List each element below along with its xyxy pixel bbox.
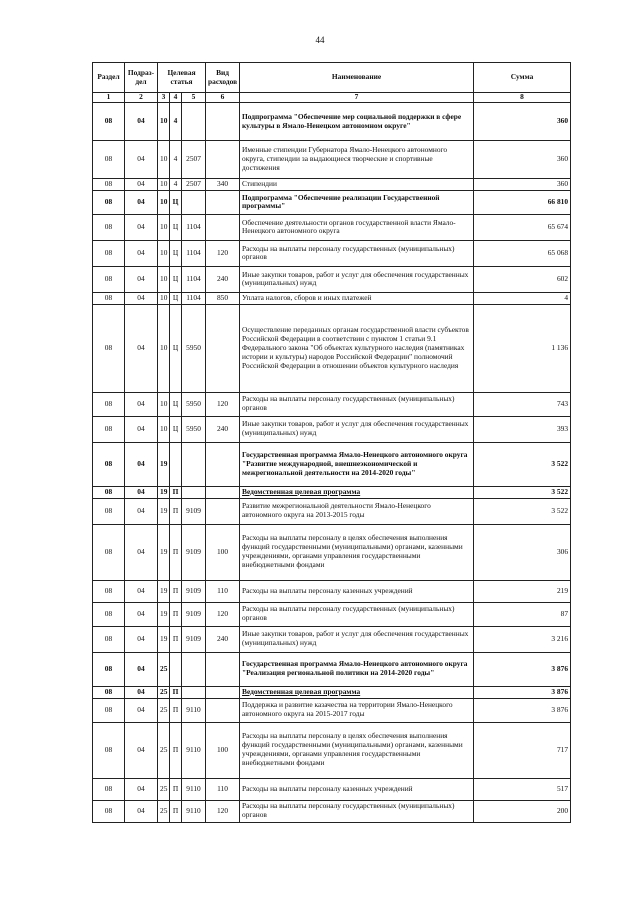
cell-tselevaya-part3: 9110 — [182, 698, 206, 722]
cell-naimenovanie: Расходы на выплаты персоналу в целях обеспечения выполнения функций государственными (муниципальными) органами, казенными учреждениями, органами управления государственными внебюджетными фондами — [240, 722, 474, 778]
cell-podrazdel: 04 — [125, 524, 158, 580]
cell-podrazdel: 04 — [125, 304, 158, 392]
column-number: 2 — [125, 93, 158, 103]
cell-tselevaya-part2 — [170, 652, 182, 686]
cell-vid-rashodov: 120 — [206, 602, 240, 626]
cell-summa: 3 522 — [474, 498, 571, 524]
cell-tselevaya-part2: 4 — [170, 103, 182, 141]
header-vid-rashodov: Вид расходов — [206, 63, 240, 93]
cell-naimenovanie: Государственная программа Ямало-Ненецкого автономного округа "Развитие международной, внешнеэкономической и межрегиональной деятельности на 2014-2020 годы" — [240, 442, 474, 486]
cell-razdel: 08 — [93, 392, 125, 416]
cell-tselevaya-part1: 19 — [158, 442, 170, 486]
cell-summa: 219 — [474, 580, 571, 602]
cell-razdel: 08 — [93, 214, 125, 240]
cell-razdel: 08 — [93, 179, 125, 191]
cell-naimenovanie: Иные закупки товаров, работ и услуг для обеспечения государственных (муниципальных) нужд — [240, 416, 474, 442]
cell-podrazdel: 04 — [125, 103, 158, 141]
cell-tselevaya-part1: 10 — [158, 240, 170, 266]
cell-razdel: 08 — [93, 698, 125, 722]
cell-naimenovanie: Уплата налогов, сборов и иных платежей — [240, 292, 474, 304]
cell-tselevaya-part1: 25 — [158, 686, 170, 698]
cell-tselevaya-part3: 9109 — [182, 498, 206, 524]
cell-vid-rashodov — [206, 141, 240, 179]
header-podrazdel: Подраз-дел — [125, 63, 158, 93]
cell-summa: 393 — [474, 416, 571, 442]
cell-tselevaya-part2: П — [170, 580, 182, 602]
cell-podrazdel: 04 — [125, 292, 158, 304]
cell-tselevaya-part3: 9110 — [182, 800, 206, 822]
cell-podrazdel: 04 — [125, 190, 158, 214]
header-row — [93, 63, 571, 93]
cell-naimenovanie: Расходы на выплаты персоналу казенных учреждений — [240, 580, 474, 602]
cell-podrazdel: 04 — [125, 580, 158, 602]
cell-vid-rashodov: 100 — [206, 722, 240, 778]
table-row — [93, 626, 571, 652]
cell-naimenovanie: Именные стипендии Губернатора Ямало-Ненецкого автономного округа, стипендии за выдающиеся творческие и спортивные достижения — [240, 141, 474, 179]
table-row — [93, 190, 571, 214]
cell-summa: 66 810 — [474, 190, 571, 214]
cell-vid-rashodov: 240 — [206, 416, 240, 442]
cell-vid-rashodov — [206, 498, 240, 524]
cell-tselevaya-part2: П — [170, 800, 182, 822]
column-number: 4 — [170, 93, 182, 103]
cell-naimenovanie: Осуществление переданных органам государственной власти субъектов Российской Федерации в соответствии с пунктом 1 статьи 9.1 Федерального закона "Об объектах культурного наследия (памятниках истории и культуры) народов Российской Федерации" полномочий Российской Федерации в отношении объектов культурного наследия — [240, 304, 474, 392]
cell-summa: 602 — [474, 266, 571, 292]
table-row — [93, 416, 571, 442]
header-razdel: Раздел — [93, 63, 125, 93]
cell-tselevaya-part3 — [182, 486, 206, 498]
cell-tselevaya-part1: 25 — [158, 722, 170, 778]
cell-tselevaya-part2: 4 — [170, 141, 182, 179]
cell-tselevaya-part3: 9110 — [182, 778, 206, 800]
cell-tselevaya-part2: П — [170, 486, 182, 498]
cell-tselevaya-part2: Ц — [170, 416, 182, 442]
cell-tselevaya-part1: 10 — [158, 141, 170, 179]
cell-tselevaya-part1: 10 — [158, 392, 170, 416]
cell-summa: 65 674 — [474, 214, 571, 240]
cell-naimenovanie: Подпрограмма "Обеспечение реализации Государственной программы" — [240, 190, 474, 214]
column-number: 5 — [182, 93, 206, 103]
cell-tselevaya-part2 — [170, 442, 182, 486]
cell-tselevaya-part3: 2507 — [182, 141, 206, 179]
cell-summa: 3 522 — [474, 486, 571, 498]
cell-naimenovanie: Расходы на выплаты персоналу государственных (муниципальных) органов — [240, 800, 474, 822]
cell-tselevaya-part1: 10 — [158, 304, 170, 392]
table-row — [93, 722, 571, 778]
cell-tselevaya-part2: Ц — [170, 304, 182, 392]
cell-podrazdel: 04 — [125, 778, 158, 800]
cell-razdel: 08 — [93, 524, 125, 580]
cell-tselevaya-part3: 5950 — [182, 304, 206, 392]
cell-summa: 360 — [474, 103, 571, 141]
cell-tselevaya-part1: 19 — [158, 580, 170, 602]
header-summa: Сумма — [474, 63, 571, 93]
cell-tselevaya-part2: П — [170, 524, 182, 580]
cell-naimenovanie: Ведомственная целевая программа — [240, 486, 474, 498]
column-number-row — [93, 93, 571, 103]
cell-vid-rashodov: 100 — [206, 524, 240, 580]
cell-tselevaya-part1: 25 — [158, 800, 170, 822]
cell-podrazdel: 04 — [125, 698, 158, 722]
cell-razdel: 08 — [93, 686, 125, 698]
cell-tselevaya-part1: 10 — [158, 416, 170, 442]
cell-vid-rashodov — [206, 214, 240, 240]
table-row — [93, 392, 571, 416]
cell-naimenovanie: Расходы на выплаты персоналу в целях обеспечения выполнения функций государственными (муниципальными) органами, казенными учреждениями, органами управления государственными внебюджетными фондами — [240, 524, 474, 580]
cell-summa: 200 — [474, 800, 571, 822]
cell-summa: 1 136 — [474, 304, 571, 392]
cell-tselevaya-part2: Ц — [170, 266, 182, 292]
cell-tselevaya-part1: 10 — [158, 190, 170, 214]
cell-vid-rashodov — [206, 103, 240, 141]
cell-vid-rashodov — [206, 190, 240, 214]
cell-tselevaya-part3 — [182, 652, 206, 686]
cell-razdel: 08 — [93, 498, 125, 524]
cell-tselevaya-part2: П — [170, 626, 182, 652]
cell-summa: 87 — [474, 602, 571, 626]
cell-vid-rashodov: 340 — [206, 179, 240, 191]
cell-vid-rashodov — [206, 304, 240, 392]
column-number: 6 — [206, 93, 240, 103]
cell-tselevaya-part3: 1104 — [182, 214, 206, 240]
table-row — [93, 214, 571, 240]
cell-naimenovanie: Расходы на выплаты персоналу казенных учреждений — [240, 778, 474, 800]
header-naimenovanie: Наименование — [240, 63, 474, 93]
cell-tselevaya-part2: П — [170, 498, 182, 524]
column-number: 3 — [158, 93, 170, 103]
cell-vid-rashodov — [206, 486, 240, 498]
cell-vid-rashodov: 240 — [206, 626, 240, 652]
cell-tselevaya-part3: 9109 — [182, 580, 206, 602]
cell-tselevaya-part1: 10 — [158, 214, 170, 240]
cell-tselevaya-part3: 9109 — [182, 626, 206, 652]
table-row — [93, 602, 571, 626]
cell-razdel: 08 — [93, 486, 125, 498]
cell-summa: 3 876 — [474, 652, 571, 686]
cell-naimenovanie: Подпрограмма "Обеспечение мер социальной поддержки в сфере культуры в Ямало-Ненецком автономном округе" — [240, 103, 474, 141]
table-row — [93, 580, 571, 602]
cell-tselevaya-part1: 19 — [158, 524, 170, 580]
table-row — [93, 240, 571, 266]
cell-razdel: 08 — [93, 722, 125, 778]
cell-summa: 306 — [474, 524, 571, 580]
cell-tselevaya-part1: 10 — [158, 103, 170, 141]
table-row — [93, 486, 571, 498]
cell-vid-rashodov: 120 — [206, 392, 240, 416]
cell-naimenovanie: Стипендии — [240, 179, 474, 191]
cell-podrazdel: 04 — [125, 602, 158, 626]
cell-tselevaya-part3 — [182, 103, 206, 141]
cell-tselevaya-part1: 25 — [158, 698, 170, 722]
cell-tselevaya-part1: 19 — [158, 498, 170, 524]
column-number: 7 — [240, 93, 474, 103]
cell-razdel: 08 — [93, 103, 125, 141]
cell-tselevaya-part1: 25 — [158, 778, 170, 800]
cell-podrazdel: 04 — [125, 179, 158, 191]
cell-tselevaya-part3: 9110 — [182, 722, 206, 778]
cell-naimenovanie: Расходы на выплаты персоналу государственных (муниципальных) органов — [240, 240, 474, 266]
cell-razdel: 08 — [93, 442, 125, 486]
cell-razdel: 08 — [93, 416, 125, 442]
table-row — [93, 498, 571, 524]
cell-vid-rashodov: 110 — [206, 778, 240, 800]
cell-razdel: 08 — [93, 266, 125, 292]
cell-tselevaya-part3: 1104 — [182, 292, 206, 304]
cell-summa: 517 — [474, 778, 571, 800]
cell-vid-rashodov — [206, 698, 240, 722]
cell-podrazdel: 04 — [125, 498, 158, 524]
cell-tselevaya-part2: Ц — [170, 214, 182, 240]
cell-vid-rashodov — [206, 652, 240, 686]
cell-tselevaya-part3: 1104 — [182, 266, 206, 292]
cell-razdel: 08 — [93, 304, 125, 392]
cell-razdel: 08 — [93, 800, 125, 822]
table-row — [93, 179, 571, 191]
cell-razdel: 08 — [93, 240, 125, 266]
cell-naimenovanie: Развитие межрегиональной деятельности Ямало-Ненецкого автономного округа на 2013-2015 годы — [240, 498, 474, 524]
cell-podrazdel: 04 — [125, 800, 158, 822]
cell-naimenovanie: Государственная программа Ямало-Ненецкого автономного округа "Реализация региональной политики на 2014-2020 годы" — [240, 652, 474, 686]
cell-tselevaya-part3: 5950 — [182, 392, 206, 416]
cell-naimenovanie: Расходы на выплаты персоналу государственных (муниципальных) органов — [240, 392, 474, 416]
cell-summa: 3 876 — [474, 686, 571, 698]
table-row — [93, 141, 571, 179]
header-tselevaya-statya: Целевая статья — [158, 63, 206, 93]
cell-podrazdel: 04 — [125, 141, 158, 179]
cell-podrazdel: 04 — [125, 266, 158, 292]
cell-razdel: 08 — [93, 602, 125, 626]
table-row — [93, 103, 571, 141]
table-row — [93, 800, 571, 822]
cell-tselevaya-part2: П — [170, 722, 182, 778]
cell-podrazdel: 04 — [125, 686, 158, 698]
cell-razdel: 08 — [93, 652, 125, 686]
cell-tselevaya-part1: 19 — [158, 486, 170, 498]
table-row — [93, 778, 571, 800]
cell-naimenovanie: Иные закупки товаров, работ и услуг для обеспечения государственных (муниципальных) нужд — [240, 266, 474, 292]
cell-vid-rashodov — [206, 686, 240, 698]
cell-summa: 4 — [474, 292, 571, 304]
cell-razdel: 08 — [93, 141, 125, 179]
page-number: 44 — [315, 35, 325, 45]
cell-tselevaya-part1: 10 — [158, 292, 170, 304]
table-row — [93, 652, 571, 686]
cell-razdel: 08 — [93, 626, 125, 652]
cell-naimenovanie: Расходы на выплаты персоналу государственных (муниципальных) органов — [240, 602, 474, 626]
cell-vid-rashodov: 240 — [206, 266, 240, 292]
cell-vid-rashodov — [206, 442, 240, 486]
cell-tselevaya-part2: Ц — [170, 240, 182, 266]
cell-naimenovanie: Обеспечение деятельности органов государственной власти Ямало-Ненецкого автономного округа — [240, 214, 474, 240]
cell-razdel: 08 — [93, 190, 125, 214]
column-number: 1 — [93, 93, 125, 103]
cell-tselevaya-part2: Ц — [170, 392, 182, 416]
cell-tselevaya-part1: 25 — [158, 652, 170, 686]
table-row — [93, 292, 571, 304]
cell-summa: 360 — [474, 141, 571, 179]
cell-podrazdel: 04 — [125, 486, 158, 498]
cell-podrazdel: 04 — [125, 652, 158, 686]
table-row — [93, 698, 571, 722]
cell-tselevaya-part3: 5950 — [182, 416, 206, 442]
cell-summa: 743 — [474, 392, 571, 416]
cell-summa: 3 876 — [474, 698, 571, 722]
cell-tselevaya-part3: 9109 — [182, 524, 206, 580]
cell-podrazdel: 04 — [125, 392, 158, 416]
cell-summa: 3 216 — [474, 626, 571, 652]
cell-tselevaya-part1: 10 — [158, 266, 170, 292]
cell-vid-rashodov: 850 — [206, 292, 240, 304]
column-number: 8 — [474, 93, 571, 103]
cell-summa: 360 — [474, 179, 571, 191]
cell-tselevaya-part2: П — [170, 602, 182, 626]
cell-tselevaya-part3: 9109 — [182, 602, 206, 626]
table-row — [93, 524, 571, 580]
cell-tselevaya-part1: 19 — [158, 602, 170, 626]
cell-podrazdel: 04 — [125, 240, 158, 266]
cell-podrazdel: 04 — [125, 722, 158, 778]
cell-naimenovanie: Иные закупки товаров, работ и услуг для обеспечения государственных (муниципальных) нужд — [240, 626, 474, 652]
cell-tselevaya-part2: Ц — [170, 292, 182, 304]
cell-vid-rashodov: 120 — [206, 240, 240, 266]
cell-tselevaya-part2: П — [170, 778, 182, 800]
budget-table-body — [93, 103, 571, 823]
cell-tselevaya-part2: П — [170, 698, 182, 722]
cell-tselevaya-part2: 4 — [170, 179, 182, 191]
cell-naimenovanie: Ведомственная целевая программа — [240, 686, 474, 698]
cell-podrazdel: 04 — [125, 442, 158, 486]
cell-tselevaya-part2: Ц — [170, 190, 182, 214]
cell-tselevaya-part2: П — [170, 686, 182, 698]
cell-podrazdel: 04 — [125, 214, 158, 240]
cell-tselevaya-part1: 10 — [158, 179, 170, 191]
cell-tselevaya-part3 — [182, 686, 206, 698]
cell-tselevaya-part3: 1104 — [182, 240, 206, 266]
cell-tselevaya-part3 — [182, 190, 206, 214]
cell-summa: 717 — [474, 722, 571, 778]
table-row — [93, 442, 571, 486]
cell-vid-rashodov: 120 — [206, 800, 240, 822]
cell-podrazdel: 04 — [125, 416, 158, 442]
cell-razdel: 08 — [93, 778, 125, 800]
cell-tselevaya-part3: 2507 — [182, 179, 206, 191]
table-row — [93, 266, 571, 292]
table-row — [93, 304, 571, 392]
table-row — [93, 686, 571, 698]
cell-podrazdel: 04 — [125, 626, 158, 652]
cell-razdel: 08 — [93, 292, 125, 304]
cell-tselevaya-part3 — [182, 442, 206, 486]
cell-razdel: 08 — [93, 580, 125, 602]
cell-naimenovanie: Поддержка и развитие казачества на территории Ямало-Ненецкого автономного округа на 2015-2017 годы — [240, 698, 474, 722]
cell-vid-rashodov: 110 — [206, 580, 240, 602]
budget-table — [92, 62, 571, 823]
cell-summa: 3 522 — [474, 442, 571, 486]
cell-tselevaya-part1: 19 — [158, 626, 170, 652]
cell-summa: 65 068 — [474, 240, 571, 266]
